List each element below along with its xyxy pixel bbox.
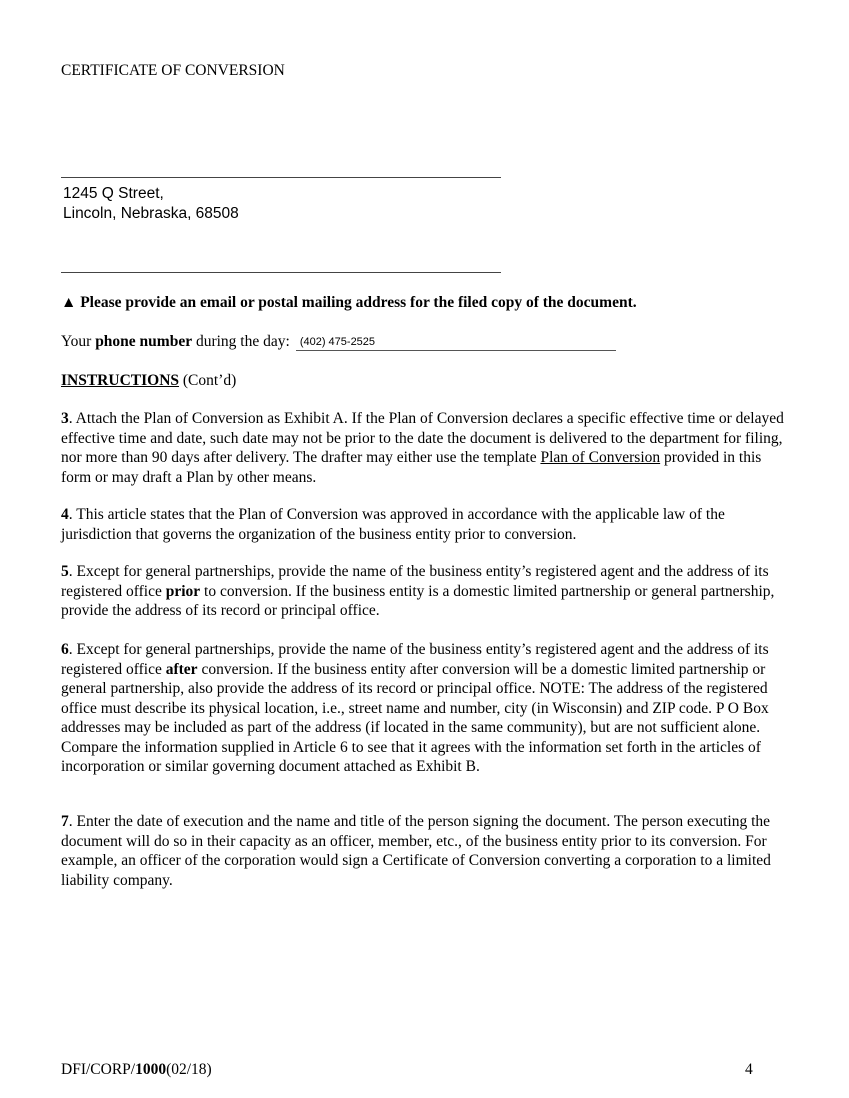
address-top-rule xyxy=(61,177,501,178)
paragraph-text: provided in this form or may draft a Plan by other means. xyxy=(61,449,762,486)
instruction-paragraph-7 xyxy=(61,812,791,890)
emphasis-prior: prior xyxy=(165,582,201,600)
instruction-paragraph-5 xyxy=(61,562,791,621)
emphasis-after: after xyxy=(165,660,198,678)
paragraph-text: conversion. If the business entity after conversion will be a domestic limited partnership or general partnership, also provide the address of its record or principal office. NOTE: The address of the registered office must describe its physical location, i.e., street name and number, city (in Wisconsin) and ZIP code. P O Box addresses may be included as part of the address (if located in the same community), but are not sufficient alone. Compare the information supplied in Article 6 to see that it agrees with the information set forth in the articles of incorporation or similar governing document attached as Exhibit B. xyxy=(61,660,769,775)
paragraph-text: . Except for general partnerships, provide the name of the business entity’s registered agent and the address of its registered office xyxy=(61,641,769,678)
instruction-paragraph-4 xyxy=(61,505,791,544)
address-instruction-note: ▲ Please provide an email or postal mailing address for the filed copy of the document. xyxy=(61,294,637,311)
address-bottom-rule xyxy=(61,272,501,273)
paragraph-number: 5 xyxy=(61,563,69,580)
form-id-date: (02/18) xyxy=(166,1061,212,1078)
mailing-address-line-2: Lincoln, Nebraska, 68508 xyxy=(63,204,239,222)
footer-form-id xyxy=(61,1060,212,1080)
instruction-paragraph-3 xyxy=(61,409,791,487)
paragraph-number: 4 xyxy=(61,506,69,523)
instructions-heading xyxy=(61,371,236,391)
form-id-number: 1000 xyxy=(135,1061,167,1078)
paragraph-text: . Enter the date of execution and the name and title of the person signing the document. The person executing the document will do so in their capacity as an officer, member, etc., of the business entity prior to its conversion. For example, an officer of the corporation would sign a Certificate of Conversion converting a corporation to a limited liability company. xyxy=(61,813,771,889)
paragraph-text: . Attach the Plan of Conversion as Exhibit A. If the Plan of Conversion declares a specific effective time or delayed effective time and date, such date may not be prior to the date the document is delivered to the department for filing, nor more than 90 days after delivery. The drafter may either use the template xyxy=(61,410,784,466)
phone-number-row xyxy=(61,332,616,352)
mailing-address-block[interactable] xyxy=(63,184,239,223)
phone-label-suffix: during the day: xyxy=(192,333,290,350)
form-id-prefix: DFI/CORP/ xyxy=(61,1061,136,1078)
paragraph-text: . This article states that the Plan of Conversion was approved in accordance with the applicable law of the jurisdiction that governs the organization of the business entity prior to conversion. xyxy=(61,506,725,543)
instruction-paragraph-6 xyxy=(61,640,791,777)
paragraph-text: to conversion. If the business entity is a domestic limited partnership or general partnership, provide the address of its record or principal office. xyxy=(61,582,775,619)
paragraph-text: . Except for general partnerships, provide the name of the business entity’s registered agent and the address of its registered office xyxy=(61,563,769,600)
mailing-address-line-1: 1245 Q Street, xyxy=(63,185,164,202)
paragraph-number: 3 xyxy=(61,410,69,427)
phone-label-bold: phone number xyxy=(95,333,193,350)
phone-number-field[interactable]: (402) 475-2525 xyxy=(296,335,616,351)
instructions-heading-suffix: (Cont’d) xyxy=(179,372,237,389)
document-title: CERTIFICATE OF CONVERSION xyxy=(61,62,285,79)
paragraph-number: 7 xyxy=(61,813,69,830)
page-number: 4 xyxy=(745,1061,753,1078)
phone-label-prefix: Your xyxy=(61,333,96,350)
instructions-heading-label: INSTRUCTIONS xyxy=(61,372,180,389)
plan-of-conversion-link[interactable]: Plan of Conversion xyxy=(540,449,661,466)
paragraph-number: 6 xyxy=(61,641,69,658)
